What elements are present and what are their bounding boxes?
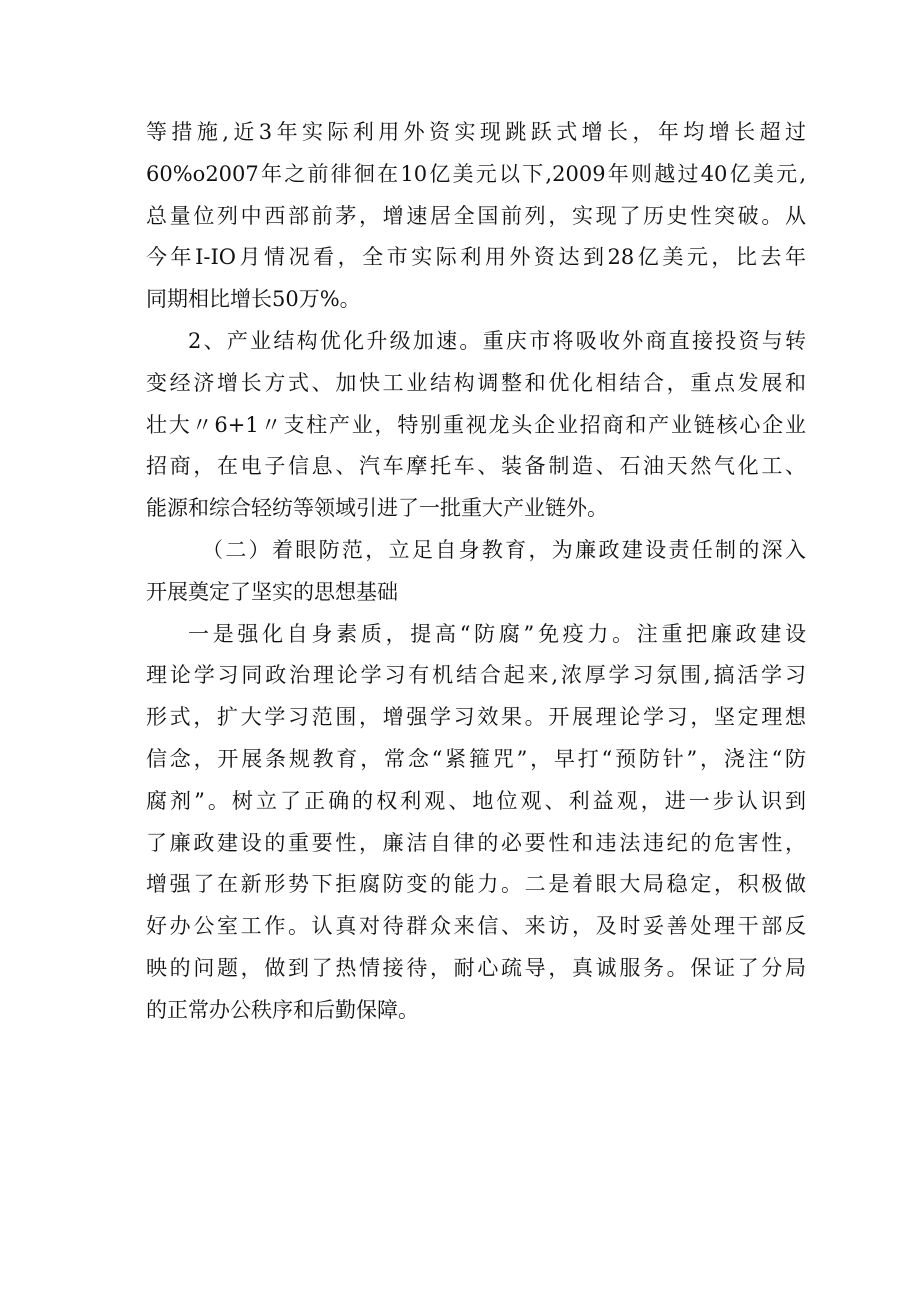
document-body [146, 112, 806, 1032]
text-line: 今年I-IO月情况看，全市实际利用外资达到28亿美元，比去年 [146, 245, 806, 270]
paragraph-foreign-investment [146, 112, 806, 321]
text-line: 等措施,近3年实际利用外资实现跳跃式增长，年均增长超过 [146, 120, 806, 144]
text-line: 壮大〃6+1〃支柱产业，特别重视龙头企业招商和产业链核心企业 [146, 412, 806, 437]
text-line: 60%o2007年之前徘徊在10亿美元以下,2009年则越过40亿美元, [146, 161, 806, 186]
text-line: 增强了在新形势下拒腐防变的能力。二是着眼大局稳定，积极做 [146, 872, 806, 897]
paragraph-industry-upgrade [146, 321, 806, 530]
heading-line: 开展奠定了坚实的思想基础 [146, 579, 398, 604]
section-heading [146, 530, 806, 614]
text-line: 招商，在电子信息、汽车摩托车、装备制造、石油天然气化工、 [146, 454, 806, 479]
heading-line: （二）着眼防范，立足自身教育，为廉政建设责任制的深入 [202, 537, 806, 562]
paragraph-self-education [146, 614, 806, 1032]
text-line: 信念，开展条规教育，常念“紧箍咒”，早打“预防针”，浇注“防 [146, 746, 806, 771]
text-line: 腐剂”。树立了正确的权利观、地位观、利益观，进一步认识到 [146, 788, 806, 813]
text-line: 的正常办公秩序和后勤保障。 [146, 997, 419, 1022]
text-line: 能源和综合轻纺等领域引进了一批重大产业链外。 [146, 496, 608, 521]
text-line: 映的问题，做到了热情接待，耐心疏导，真诚服务。保证了分局 [146, 955, 806, 980]
text-line: 总量位列中西部前茅，增速居全国前列，实现了历史性突破。从 [146, 203, 806, 228]
text-line: 变经济增长方式、加快工业结构调整和优化相结合，重点发展和 [146, 370, 806, 395]
text-line: 一是强化自身素质，提高“防腐”免疫力。注重把廉政建设 [188, 621, 806, 646]
text-line: 形式，扩大学习范围，增强学习效果。开展理论学习，坚定理想 [146, 705, 806, 730]
text-line: 同期相比增长50万%。 [146, 287, 361, 312]
text-line: 了廉政建设的重要性，廉洁自律的必要性和违法违纪的危害性， [146, 830, 806, 855]
text-line: 2、产业结构优化升级加速。重庆市将吸收外商直接投资与转 [188, 328, 806, 353]
text-line: 好办公室工作。认真对待群众来信、来访，及时妥善处理干部反 [146, 914, 806, 939]
text-line: 理论学习同政治理论学习有机结合起来,浓厚学习氛围,搞活学习 [146, 663, 806, 688]
